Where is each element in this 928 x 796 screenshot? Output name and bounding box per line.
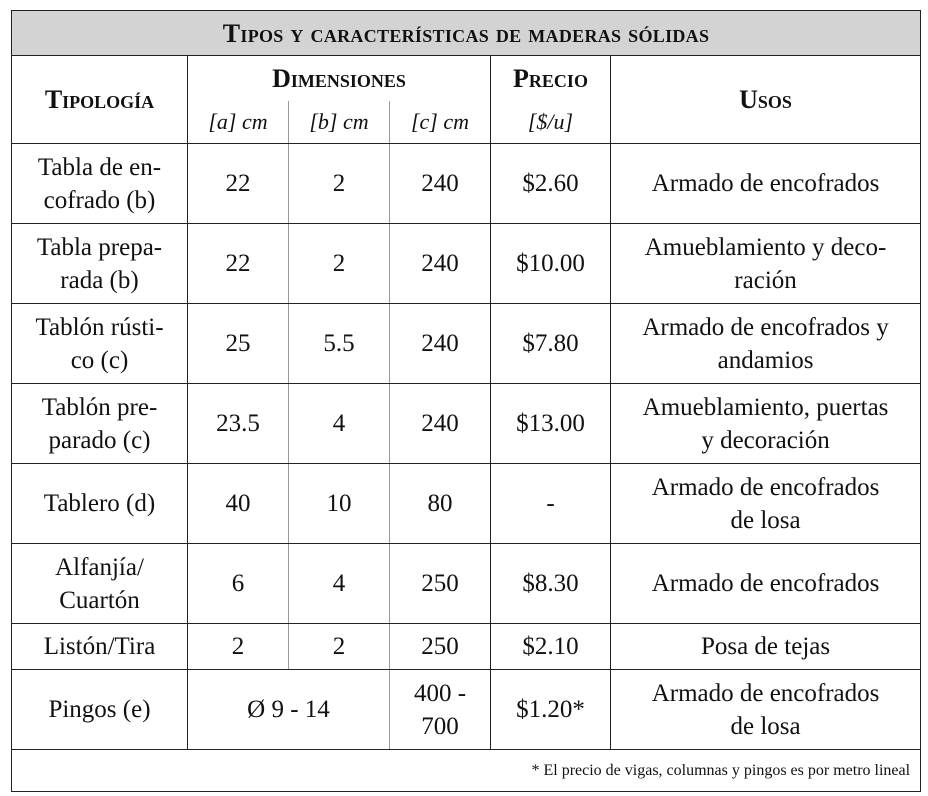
dim-ab-cell: Ø 9 - 14 <box>188 670 390 750</box>
dim-a-cell: 25 <box>188 304 289 384</box>
dim-c-cell: 240 <box>390 384 491 464</box>
tipologia-cell: Pingos (e) <box>12 670 188 750</box>
wood-types-table <box>11 10 921 792</box>
tipologia-cell: Tabla de en- cofrado (b) <box>12 144 188 224</box>
usos-cell: Armado de encofrados y andamios <box>611 304 921 384</box>
footnote: * El precio de vigas, columnas y pingos es por metro lineal <box>12 750 921 792</box>
table-row <box>12 144 921 224</box>
table-row <box>12 224 921 304</box>
dim-b-cell: 5.5 <box>289 304 390 384</box>
tipologia-cell: Alfanjía/ Cuartón <box>12 544 188 624</box>
dim-b-cell: 10 <box>289 464 390 544</box>
dim-b-cell: 4 <box>289 544 390 624</box>
table-row <box>12 304 921 384</box>
table-row <box>12 670 921 750</box>
dim-a-cell: 22 <box>188 224 289 304</box>
dim-c-cell: 240 <box>390 304 491 384</box>
dim-b-cell: 2 <box>289 224 390 304</box>
dim-a-cell: 2 <box>188 624 289 670</box>
dim-b-cell: 4 <box>289 384 390 464</box>
header-dimensiones: Dimensiones <box>188 56 491 101</box>
dim-c-cell: 240 <box>390 144 491 224</box>
usos-cell: Armado de encofrados de losa <box>611 464 921 544</box>
header-dim-a: [a] cm <box>188 101 289 144</box>
tipologia-cell: Tabla prepa- rada (b) <box>12 224 188 304</box>
header-tipologia: Tipología <box>12 56 188 144</box>
dim-a-cell: 6 <box>188 544 289 624</box>
precio-cell: $8.30 <box>491 544 611 624</box>
tipologia-cell: Tablero (d) <box>12 464 188 544</box>
tipologia-cell: Tablón rústi- co (c) <box>12 304 188 384</box>
table-row <box>12 464 921 544</box>
precio-cell: - <box>491 464 611 544</box>
dim-c-cell: 400 - 700 <box>390 670 491 750</box>
dim-a-cell: 22 <box>188 144 289 224</box>
dim-c-cell: 240 <box>390 224 491 304</box>
precio-cell: $10.00 <box>491 224 611 304</box>
precio-cell: $2.60 <box>491 144 611 224</box>
tipologia-cell: Tablón pre- parado (c) <box>12 384 188 464</box>
footnote-row <box>12 750 921 792</box>
usos-cell: Armado de encofrados <box>611 544 921 624</box>
header-precio: Precio <box>491 56 611 101</box>
dim-a-cell: 23.5 <box>188 384 289 464</box>
dim-c-cell: 80 <box>390 464 491 544</box>
table-row <box>12 384 921 464</box>
header-dim-b: [b] cm <box>289 101 390 144</box>
precio-cell: $7.80 <box>491 304 611 384</box>
usos-cell: Posa de tejas <box>611 624 921 670</box>
dim-b-cell: 2 <box>289 144 390 224</box>
precio-cell: $2.10 <box>491 624 611 670</box>
usos-cell: Amueblamiento, puertas y decoración <box>611 384 921 464</box>
dim-c-cell: 250 <box>390 544 491 624</box>
dim-b-cell: 2 <box>289 624 390 670</box>
dim-c-cell: 250 <box>390 624 491 670</box>
table-row <box>12 544 921 624</box>
usos-cell: Armado de encofrados de losa <box>611 670 921 750</box>
header-precio-unit: [$/u] <box>491 101 611 144</box>
table-row <box>12 624 921 670</box>
precio-cell: $13.00 <box>491 384 611 464</box>
dim-a-cell: 40 <box>188 464 289 544</box>
tipologia-cell: Listón/Tira <box>12 624 188 670</box>
usos-cell: Amueblamiento y deco- ración <box>611 224 921 304</box>
header-dim-c: [c] cm <box>390 101 491 144</box>
header-usos: Usos <box>611 56 921 144</box>
usos-cell: Armado de encofrados <box>611 144 921 224</box>
table-title: Tipos y características de maderas sólidas <box>12 11 921 56</box>
precio-cell: $1.20* <box>491 670 611 750</box>
